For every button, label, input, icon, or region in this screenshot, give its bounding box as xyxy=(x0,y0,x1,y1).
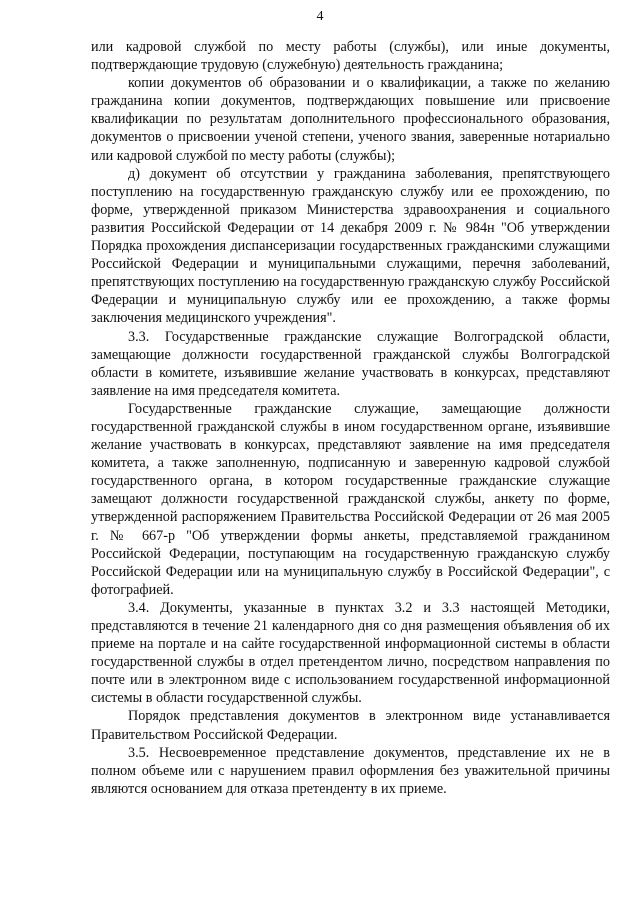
paragraph-7: Порядок представления документов в электронном виде устанавливается Правительством Российской Федерации. xyxy=(91,708,610,743)
paragraph-5: Государственные гражданские служащие, замещающие должности государственной гражданской службы в ином государственном органе, изъявившие желание участвовать в конкурсах, представляют заявление на имя председателя комитета, а также заполненную, подписанную и заверенную кадровой службой государственного органа, в котором государственные гражданские служащие замещают должности государственной гражданской службы, анкету по форме, утвержденной распоряжением Правительства Российской Федерации от 26 мая 2005 г. № 667-р "Об утверждении формы анкеты, представляемой гражданином Российской Федерации, поступающим на государственную гражданскую службу Российской Федерации или на муниципальную службу в Российской Федерации", с фотографией. xyxy=(91,400,610,598)
paragraph-1: или кадровой службой по месту работы (службы), или иные документы, подтверждающие трудовую (служебную) деятельность гражданина; xyxy=(91,39,610,74)
paragraph-8: 3.5. Несвоевременное представление документов, представление их не в полном объеме или с нарушением правил оформления без уважительной причины являются основанием для отказа претенденту в их приеме. xyxy=(91,744,610,797)
paragraph-6: 3.4. Документы, указанные в пунктах 3.2 и 3.3 настоящей Методики, представляются в течение 21 календарного дня со дня размещения объявления об их приеме на портале и на сайте государственной информационной системы в области государственной службы в отдел претендентом лично, посредством направления по почте или в электронном виде с использованием государственной информационной системы в области государственной службы. xyxy=(91,599,610,707)
paragraph-2: копии документов об образовании и о квалификации, а также по желанию гражданина копии документов, подтверждающих повышение или присвоение квалификации по результатам дополнительного профессионального образования, документов о присвоении ученой степени, ученого звания, заверенные нотариально или кадровой службой по месту работы (службы); xyxy=(91,75,610,164)
paragraph-4: 3.3. Государственные гражданские служащие Волгоградской области, замещающие должности государственной гражданской службы Волгоградской области в комитете, изъявившие желание участвовать в конкурсах, представляют заявление на имя председателя комитета. xyxy=(91,328,610,399)
paragraph-3: д) документ об отсутствии у гражданина заболевания, препятствующего поступлению на государственную гражданскую службу или ее прохождению, по форме, утвержденной приказом Министерства здравоохранения и социального развития Российской Федерации от 14 декабря 2009 г. № 984н "Об утверждении Порядка прохождения диспансеризации государственных гражданскими служащими Российской Федерации и муниципальными служащими, перечня заболеваний, препятствующих поступлению на государственную гражданскую службу Российской Федерации и муниципальную службу или ее прохождению, а также формы заключения медицинского учреждения". xyxy=(91,165,610,327)
document-body xyxy=(91,38,610,798)
page-number: 4 xyxy=(316,9,324,24)
